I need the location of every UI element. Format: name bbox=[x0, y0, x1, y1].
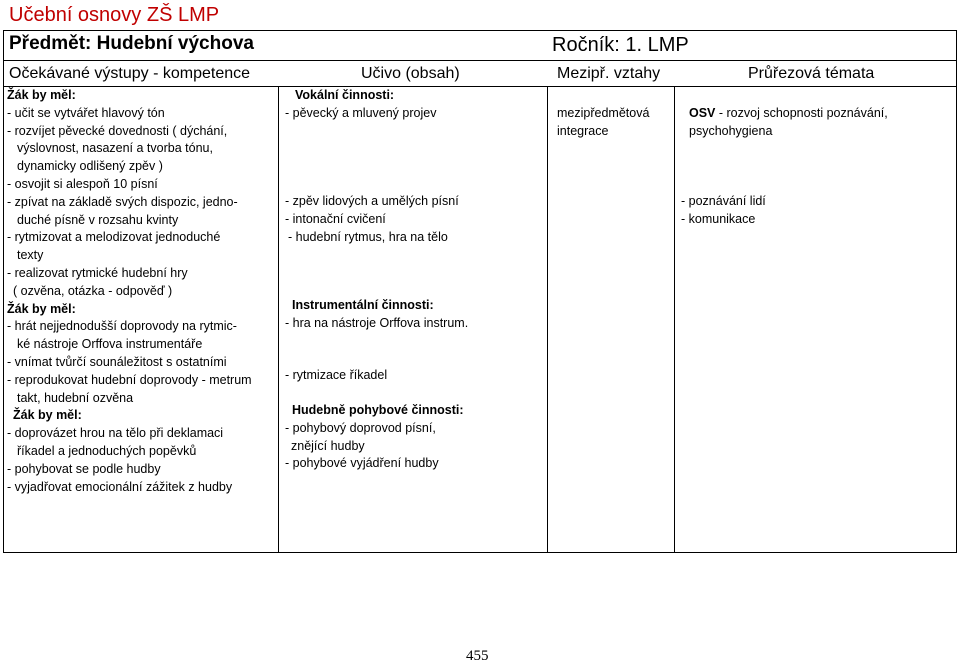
section-heading: Instrumentální činnosti: bbox=[292, 298, 434, 312]
output-item: duché písně v rozsahu kvinty bbox=[17, 212, 179, 227]
relations-cell bbox=[557, 105, 649, 141]
column-divider bbox=[278, 87, 279, 552]
curriculum-cell bbox=[285, 367, 387, 385]
theme-text: - rozvoj schopnosti poznávání, bbox=[715, 106, 888, 120]
subject-title: Předmět: Hudební výchova bbox=[9, 33, 254, 54]
section-heading: Hudebně pohybové činnosti: bbox=[292, 403, 464, 417]
theme-item bbox=[689, 105, 888, 123]
output-item: - hrát nejjednodušší doprovody na rytmic- bbox=[7, 319, 237, 334]
section-heading: Žák by měl: bbox=[7, 88, 76, 102]
output-item: - reprodukovat hudební doprovody - metrum bbox=[7, 372, 252, 387]
osv-label: OSV bbox=[689, 106, 716, 120]
curriculum-item: - pohybový doprovod písní, bbox=[285, 420, 436, 435]
page-number: 455 bbox=[466, 648, 489, 664]
column-header-relations: Mezipř. vztahy bbox=[557, 65, 661, 82]
curriculum-cell bbox=[285, 402, 464, 473]
theme-item: - komunikace bbox=[681, 211, 756, 226]
column-header-curriculum: Učivo (obsah) bbox=[361, 65, 460, 82]
output-item: - doprovázet hrou na tělo při deklamaci bbox=[7, 426, 224, 441]
section-heading: Žák by měl: bbox=[7, 301, 76, 316]
column-divider bbox=[547, 87, 548, 552]
curriculum-item: - pohybové vyjádření hudby bbox=[285, 456, 439, 471]
column-header-themes: Průřezová témata bbox=[748, 65, 875, 82]
output-item: výslovnost, nasazení a tvorba tónu, bbox=[17, 141, 213, 156]
section-heading: Vokální činnosti: bbox=[295, 88, 395, 102]
grade-label: Ročník: 1. LMP bbox=[552, 34, 689, 56]
output-item: - rytmizovat a melodizovat jednoduché bbox=[7, 230, 221, 245]
curriculum-cell bbox=[285, 297, 468, 333]
output-item: takt, hudební ozvěna bbox=[17, 390, 134, 405]
curriculum-cell bbox=[285, 193, 459, 246]
output-item: - zpívat na základě svých dispozic, jedno- bbox=[7, 194, 238, 209]
output-item: - vyjadřovat emocionální zážitek z hudby bbox=[7, 479, 233, 494]
curriculum-item: znějící hudby bbox=[291, 438, 365, 453]
curriculum-item: - hra na nástroje Orffova instrum. bbox=[285, 315, 469, 330]
output-item: - pohybovat se podle hudby bbox=[7, 461, 161, 476]
output-item: - vnímat tvůrčí sounáležitost s ostatními bbox=[7, 354, 227, 369]
output-item: - osvojit si alespoň 10 písní bbox=[7, 176, 158, 191]
output-item: - rozvíjet pěvecké dovednosti ( dýchání, bbox=[7, 123, 228, 138]
themes-cell bbox=[689, 105, 888, 141]
column-header-outputs: Očekávané výstupy - kompetence bbox=[9, 65, 251, 82]
column-header-row bbox=[4, 61, 956, 87]
output-item: dynamicky odlišený zpěv ) bbox=[17, 159, 163, 174]
output-item: ( ozvěna, otázka - odpověď ) bbox=[13, 283, 173, 298]
output-item: říkadel a jednoduchých popěvků bbox=[17, 443, 197, 458]
curriculum-item: - hudební rytmus, hra na tělo bbox=[288, 229, 448, 244]
theme-item: - poznávání lidí bbox=[681, 194, 766, 208]
subject-row bbox=[4, 31, 956, 61]
outputs-cell bbox=[7, 87, 252, 496]
output-item: texty bbox=[17, 248, 44, 263]
relations-item: mezipředmětová bbox=[557, 106, 650, 120]
theme-item: psychohygiena bbox=[689, 123, 773, 138]
output-item: - realizovat rytmické hudební hry bbox=[7, 265, 188, 280]
document-title: Učební osnovy ZŠ LMP bbox=[9, 4, 220, 26]
output-item: - učit se vytvářet hlavový tón bbox=[7, 105, 165, 120]
curriculum-item: - zpěv lidových a umělých písní bbox=[285, 194, 459, 208]
output-item: ké nástroje Orffova instrumentáře bbox=[17, 337, 203, 352]
curriculum-item: - pěvecký a mluvený projev bbox=[285, 105, 437, 120]
curriculum-item: - intonační cvičení bbox=[285, 211, 386, 226]
curriculum-cell bbox=[285, 87, 436, 123]
column-divider bbox=[674, 87, 675, 552]
section-heading: Žák by měl: bbox=[13, 408, 82, 423]
themes-cell bbox=[681, 193, 766, 229]
relations-item: integrace bbox=[557, 123, 609, 138]
curriculum-item: - rytmizace říkadel bbox=[285, 368, 388, 382]
